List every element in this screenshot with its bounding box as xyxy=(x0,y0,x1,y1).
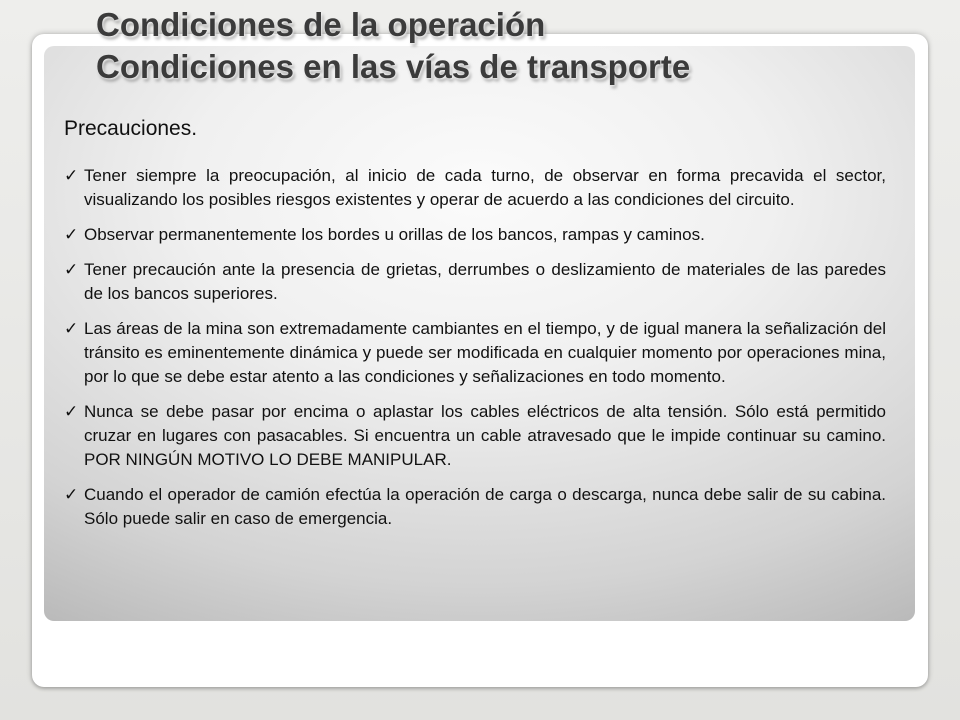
checkmark-icon: ✓ xyxy=(64,166,79,186)
bullet-text: Observar permanentemente los bordes u orillas de los bancos, rampas y caminos. xyxy=(84,225,705,244)
bullet-text: Nunca se debe pasar por encima o aplastar los cables eléctricos de alta tensión. Sólo está permitido cruzar en lugares con pasacables. Si encuentra un cable atravesado que le impide continuar su camino. POR NINGÚN MOTIVO LO DEBE MANIPULAR. xyxy=(84,402,886,469)
slide-title xyxy=(96,4,690,88)
checkmark-icon: ✓ xyxy=(64,485,79,505)
bullet-text: Tener siempre la preocupación, al inicio de cada turno, de observar en forma precavida el sector, visualizando los posibles riesgos existentes y operar de acuerdo a las condiciones del circuito. xyxy=(84,166,886,209)
title-line-1: Condiciones de la operación xyxy=(96,6,546,43)
bullet-item xyxy=(64,400,886,472)
bullet-text: Cuando el operador de camión efectúa la operación de carga o descarga, nunca debe salir de su cabina. Sólo puede salir en caso de emergencia. xyxy=(84,485,886,528)
title-line-2: Condiciones en las vías de transporte xyxy=(96,48,691,85)
bullet-list xyxy=(64,164,886,542)
bullet-item xyxy=(64,317,886,389)
checkmark-icon: ✓ xyxy=(64,319,79,339)
bullet-text: Las áreas de la mina son extremadamente cambiantes en el tiempo, y de igual manera la señalización del tránsito es eminentemente dinámica y puede ser modificada en cualquier momento por operaciones mina, por lo que se debe estar atento a las condiciones y señalizaciones en todo momento. xyxy=(84,319,886,386)
bullet-item xyxy=(64,164,886,212)
subtitle: Precauciones. xyxy=(64,117,198,140)
checkmark-icon: ✓ xyxy=(64,402,79,422)
bullet-item xyxy=(64,223,886,247)
bullet-text: Tener precaución ante la presencia de grietas, derrumbes o deslizamiento de materiales de las paredes de los bancos superiores. xyxy=(84,260,886,303)
bullet-item xyxy=(64,258,886,306)
bullet-item xyxy=(64,483,886,531)
checkmark-icon: ✓ xyxy=(64,225,79,245)
checkmark-icon: ✓ xyxy=(64,260,79,280)
